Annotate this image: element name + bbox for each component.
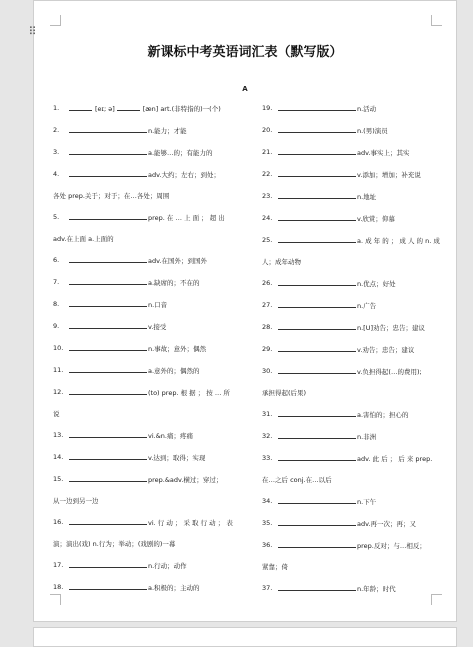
vocab-entry [262,191,440,202]
entry-number: 18. [53,583,64,591]
answer-blank[interactable] [278,409,356,417]
definition-continuation: 说 [53,410,60,418]
definition: v.负担得起(…的费用); [357,368,422,376]
entry-number: 7. [53,278,60,286]
entry-number: 12. [53,388,64,396]
phonetic: [eɪ; ə] [95,105,115,113]
definition: adv.在国外；到国外 [148,257,208,265]
vocab-entry [53,517,231,549]
entry-number: 31. [262,410,273,418]
definition-continuation: 承担得起(后果) [262,389,307,397]
vocab-entry [262,453,440,485]
vocab-entry [262,278,440,289]
entry-number: 22. [262,170,273,178]
crop-mark-top-right [431,15,442,26]
definition: n.地址 [357,193,377,201]
entry-number: 36. [262,541,273,549]
definition: prep. 在 … 上 面 ； 超 出 [148,214,225,222]
definition: adv.大约；左右；到处； [148,171,221,179]
page-title: 新课标中考英语词汇表（默写版） [147,45,343,60]
vocab-entry [262,125,440,136]
vocab-entry [262,409,440,420]
vocab-entry [53,103,231,114]
answer-blank[interactable] [69,387,147,395]
vocab-entry [53,452,231,463]
answer-blank[interactable] [69,582,147,590]
vocab-entry [53,582,231,593]
answer-blank[interactable] [278,147,356,155]
definition-continuation: 演；演出(戏) n.行为；举动；(戏剧的)一幕 [53,540,176,548]
answer-blank[interactable] [69,474,147,482]
definition: n.优点；好处 [357,280,396,288]
entry-number: 2. [53,126,60,134]
definition: n.下午 [357,498,377,506]
phonetic: [æn] [142,105,159,113]
entry-number: 15. [53,475,64,483]
vocab-entry [53,147,231,158]
definition: prep.&adv.横过；穿过； [148,476,223,484]
table-move-handle-icon[interactable]: ⠿ [28,25,36,38]
vocab-entry [53,212,231,244]
answer-blank[interactable] [278,322,356,330]
definition: n.非洲 [357,433,377,441]
answer-blank[interactable] [69,321,147,329]
answer-blank[interactable] [69,299,147,307]
entry-number: 19. [262,104,273,112]
vocab-entry [53,169,231,201]
entry-number: 34. [262,497,273,505]
answer-blank[interactable] [69,343,147,351]
vocab-entry [262,431,440,442]
vocab-entry [53,430,231,441]
definition: v.接受 [148,323,167,331]
right-column [262,103,440,605]
definition: v.添加；增加；补充说 [357,171,421,179]
answer-blank[interactable] [69,452,147,460]
definition: n.(男)演员 [357,127,388,135]
definition: art.(非特指的)一(个) [160,105,221,113]
entry-number: 10. [53,344,64,352]
vocab-entry [53,321,231,332]
answer-blank[interactable] [278,583,356,591]
vocab-entry [53,277,231,288]
entry-number: 13. [53,431,64,439]
entry-number: 24. [262,214,273,222]
definition: vi.&n.痛；疼痛 [148,432,193,440]
answer-blank[interactable] [69,365,147,373]
definition: n.[U]劝告；忠告；建议 [357,324,426,332]
vocab-entry [53,299,231,310]
answer-blank[interactable] [278,366,356,374]
answer-blank[interactable] [278,213,356,221]
entry-number: 20. [262,126,273,134]
entry-number: 8. [53,300,60,308]
definition-continuation: 从一边到另一边 [53,497,99,505]
entry-number: 21. [262,148,273,156]
entry-number: 9. [53,322,60,330]
vocab-entry [262,344,440,355]
vocab-entry [262,103,440,114]
vocab-entry [53,125,231,136]
entry-number: 30. [262,367,273,375]
vocab-entry [53,343,231,354]
vocab-entry [53,255,231,266]
answer-blank[interactable] [69,560,147,568]
definition: a. 成 年 的 ； 成 人 的 n. 成 [357,237,440,245]
section-letter: A [242,85,248,93]
definition: adv. 此 后 ； 后 来 prep. [357,455,433,463]
entry-number: 25. [262,236,273,244]
definition: n.能力；才能 [148,127,187,135]
entry-number: 4. [53,170,60,178]
vocab-entry [262,518,440,529]
answer-blank[interactable] [278,169,356,177]
answer-blank[interactable] [278,518,356,526]
answer-blank[interactable] [69,517,147,525]
left-column [53,103,231,604]
answer-blank[interactable] [69,147,147,155]
definition-continuation: 各处 prep.关于；对于；在…各处；周围 [53,192,170,200]
entry-number: 28. [262,323,273,331]
entry-number: 16. [53,518,64,526]
answer-blank[interactable] [69,125,147,133]
document-page [28,0,457,622]
answer-blank[interactable] [278,453,356,461]
definition: (to) prep. 根 据 ； 按 … 所 [148,389,230,397]
entry-number: 35. [262,519,273,527]
entry-number: 33. [262,454,273,462]
crop-mark-top-left [50,15,61,26]
vocab-entry [262,540,440,572]
entry-number: 3. [53,148,60,156]
answer-blank[interactable] [278,278,356,286]
answer-blank[interactable] [278,344,356,352]
definition: adv.再一次；再；又 [357,520,417,528]
vocab-entry [262,583,440,594]
answer-blank[interactable] [69,103,92,111]
definition: v.劝告；忠告；建议 [357,346,415,354]
vocab-entry [53,474,231,506]
definition: a.害怕的；担心的 [357,411,409,419]
answer-blank[interactable] [278,103,356,111]
definition: n.活动 [357,105,377,113]
entry-number: 23. [262,192,273,200]
definition: v.欣赏；仰慕 [357,215,395,223]
next-page [33,627,457,647]
definition: vi. 行 动 ； 采 取 行 动 ； 表 [148,519,233,527]
entry-number: 37. [262,584,273,592]
vocab-entry [262,322,440,333]
vocab-entry [53,560,231,571]
answer-blank[interactable] [69,212,147,220]
entry-number: 6. [53,256,60,264]
definition: adv.事实上；其实 [357,149,410,157]
definition: n.年龄；时代 [357,585,396,593]
vocab-entry [262,147,440,158]
definition-continuation: 在…之后 conj.在…以后 [262,476,332,484]
definition: a.能够…的；有能力的 [148,149,213,157]
vocab-entry [262,496,440,507]
definition: n.广告 [357,302,377,310]
answer-blank[interactable] [278,125,356,133]
answer-blank[interactable] [278,300,356,308]
vocab-entry [262,169,440,180]
answer-blank[interactable] [69,255,147,263]
definition: n.行动；动作 [148,562,187,570]
answer-blank[interactable] [278,496,356,504]
entry-number: 27. [262,301,273,309]
definition-continuation: 紧靠；倚 [262,563,288,571]
answer-blank[interactable] [278,191,356,199]
answer-blank[interactable] [69,277,147,285]
answer-blank[interactable] [117,103,140,111]
vocab-entry [262,366,440,398]
entry-number: 32. [262,432,273,440]
vocab-entry [262,300,440,311]
entry-number: 14. [53,453,64,461]
answer-blank[interactable] [278,431,356,439]
answer-blank[interactable] [69,169,147,177]
definition-continuation: adv.在上面 a.上面的 [53,235,114,243]
entry-number: 11. [53,366,64,374]
vocab-entry [262,213,440,224]
vocab-entry [53,387,231,419]
definition: prep.反对；与…相反； [357,542,426,550]
vocab-entry [53,365,231,376]
definition: n.口音 [148,301,168,309]
answer-blank[interactable] [69,430,147,438]
vocab-entry [262,235,440,267]
answer-blank[interactable] [278,235,356,243]
entry-number: 1. [53,104,60,112]
entry-number: 26. [262,279,273,287]
entry-number: 29. [262,345,273,353]
definition: a.意外的；偶然的 [148,367,200,375]
definition: a.缺席的；不在的 [148,279,200,287]
entry-number: 17. [53,561,64,569]
entry-number: 5. [53,213,60,221]
definition: n.事故；意外；偶然 [148,345,207,353]
definition: a.积极的；主动的 [148,584,200,592]
definition: v.达到；取得；实现 [148,454,206,462]
definition-continuation: 人；成年动物 [262,258,301,266]
answer-blank[interactable] [278,540,356,548]
